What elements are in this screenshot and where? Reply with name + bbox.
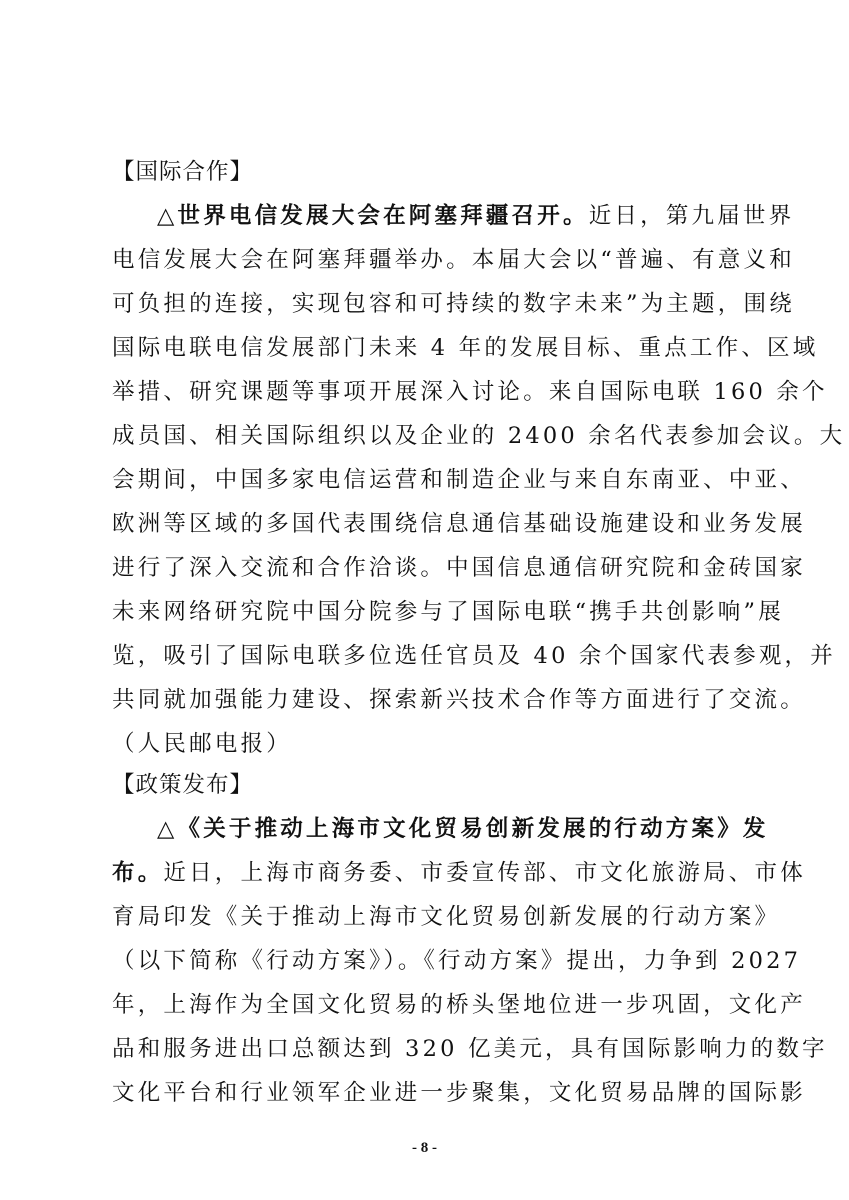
paragraph-line: 年，上海作为全国文化贸易的桥头堡地位进一步巩固，文化产 <box>112 992 806 1018</box>
paragraph-line: 会期间，中国多家电信运营和制造企业与来自东南亚、中亚、 <box>112 467 806 493</box>
paragraph-line: 品和服务进出口总额达到 320 亿美元，具有国际影响力的数字 <box>112 1036 828 1062</box>
paragraph-line: 可负担的连接，实现包容和可持续的数字未来”为主题，围绕 <box>112 291 795 317</box>
news-item-2-second-line <box>112 853 806 893</box>
paragraph-line: 文化平台和行业领军企业进一步聚集，文化贸易品牌的国际影 <box>112 1080 806 1106</box>
paragraph-line: 举措、研究课题等事项开展深入讨论。来自国际电联 160 余个 <box>112 379 828 405</box>
paragraph-line: 未来网络研究院中国分院参与了国际电联“携手共创影响”展 <box>112 599 784 625</box>
paragraph-line: 共同就加强能力建设、探索新兴技术合作等方面进行了交流。 <box>112 687 806 713</box>
paragraph-line: 国际电联电信发展部门未来 4 年的发展目标、重点工作、区域 <box>112 335 819 361</box>
paragraph-line: 进行了深入交流和合作洽谈。中国信息通信研究院和金砖国家 <box>112 555 806 581</box>
paragraph-line: 欧洲等区域的多国代表围绕信息通信基础设施建设和业务发展 <box>112 511 806 537</box>
paragraph-line: 近日，上海市商务委、市委宣传部、市文化旅游局、市体 <box>163 860 806 886</box>
paragraph-line: 成员国、相关国际组织以及企业的 2400 余名代表参加会议。大 <box>112 423 846 449</box>
news-item-2-title: △《关于推动上海市文化贸易创新发展的行动方案》发 <box>157 816 769 842</box>
page-number: - 8 - <box>412 1140 437 1156</box>
paragraph-line: 近日，第九届世界 <box>588 203 795 229</box>
news-item-2-title-end: 布。 <box>112 860 164 886</box>
paragraph-line: （以下简称《行动方案》）。《行动方案》提出，力争到 2027 <box>112 948 802 974</box>
paragraph-line: 览，吸引了国际电联多位选任官员及 40 余个国家代表参观，并 <box>112 643 836 669</box>
paragraph-line: 育局印发《关于推动上海市文化贸易创新发展的行动方案》 <box>112 904 781 930</box>
paragraph-line: 电信发展大会在阿塞拜疆举办。本届大会以“普遍、有意义和 <box>112 247 795 273</box>
news-item-1-first-line <box>157 196 795 236</box>
source-citation: （人民邮电报） <box>112 731 292 757</box>
news-item-1-title: △世界电信发展大会在阿塞拜疆召开。 <box>157 203 589 229</box>
section-heading-international-cooperation: 【国际合作】 <box>112 159 254 185</box>
section-heading-policy-release: 【政策发布】 <box>112 772 254 798</box>
